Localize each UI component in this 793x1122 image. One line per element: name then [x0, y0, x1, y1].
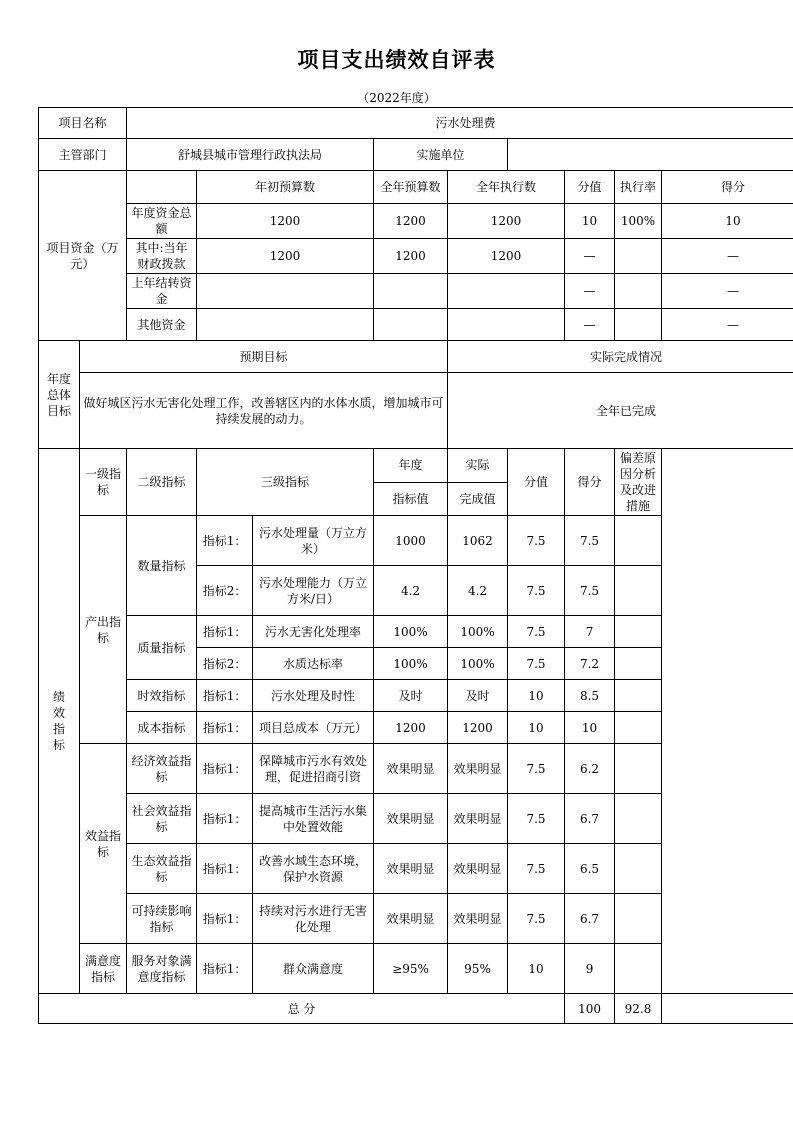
indicator-index: 指标1：	[197, 712, 253, 744]
indicator-note	[615, 680, 662, 712]
indicator-weight: 10	[508, 712, 565, 744]
funds-header: 年初预算数	[197, 171, 374, 204]
indicator-name: 污水处理量（万立方米）	[253, 516, 374, 566]
indicator-target: 及时	[374, 680, 448, 712]
funds-row-label: 上年结转资金	[127, 274, 197, 309]
level2-cell: 时效指标	[127, 680, 197, 712]
indicator-weight: 7.5	[508, 744, 565, 794]
funds-value: 1200	[197, 239, 374, 274]
indicator-weight: 7.5	[508, 894, 565, 944]
table-row	[39, 994, 793, 1024]
total-label: 总 分	[39, 994, 565, 1024]
impl-value	[508, 139, 793, 171]
table-row	[39, 516, 793, 566]
table-row	[39, 744, 793, 794]
funds-value: 100%	[615, 204, 662, 239]
indicator-score: 7.5	[565, 566, 615, 616]
indicator-index: 指标1：	[197, 794, 253, 844]
header-level3: 三级指标	[197, 449, 374, 516]
indicator-note	[615, 566, 662, 616]
table-row	[39, 794, 793, 844]
page-subtitle: （2022年度）	[357, 91, 436, 105]
indicator-index: 指标1：	[197, 844, 253, 894]
header-actual-sub: 完成值	[448, 482, 508, 516]
indicator-weight: 7.5	[508, 794, 565, 844]
indicator-target: 4.2	[374, 566, 448, 616]
funds-value: —	[565, 274, 615, 309]
indicator-score: 7.5	[565, 516, 615, 566]
indicator-name: 持续对污水进行无害化处理	[253, 894, 374, 944]
funds-value: —	[662, 239, 793, 274]
funds-blank	[127, 171, 197, 204]
funds-value: 1200	[197, 204, 374, 239]
indicator-note	[615, 744, 662, 794]
table-row	[39, 894, 793, 944]
indicator-actual: 4.2	[448, 566, 508, 616]
indicator-index: 指标2：	[197, 566, 253, 616]
indicator-actual: 效果明显	[448, 794, 508, 844]
goals-actual-header: 实际完成情况	[448, 341, 793, 373]
indicator-target: 效果明显	[374, 744, 448, 794]
funds-value	[615, 309, 662, 341]
funds-header: 执行率	[615, 171, 662, 204]
header-level2: 二级指标	[127, 449, 197, 516]
level1-cell: 效益指标	[80, 744, 127, 944]
funds-value	[615, 274, 662, 309]
goals-expected-header: 预期目标	[80, 341, 448, 373]
indicator-weight: 7.5	[508, 566, 565, 616]
indicator-score: 6.7	[565, 894, 615, 944]
indicator-target: 效果明显	[374, 794, 448, 844]
funds-value	[448, 274, 565, 309]
indicator-note	[615, 712, 662, 744]
level2-cell: 经济效益指标	[127, 744, 197, 794]
goals-label: 年度总体目标	[39, 341, 80, 449]
level2-cell: 数量指标	[127, 516, 197, 616]
table-row	[39, 171, 793, 204]
level1-cell: 产出指标	[80, 516, 127, 744]
level2-cell: 生态效益指标	[127, 844, 197, 894]
funds-value: 1200	[448, 204, 565, 239]
funds-value	[448, 309, 565, 341]
indicator-actual: 1200	[448, 712, 508, 744]
total-weight: 100	[565, 994, 615, 1024]
dept-label: 主管部门	[39, 139, 127, 171]
indicator-score: 9	[565, 944, 615, 994]
dept-value: 舒城县城市管理行政执法局	[127, 139, 374, 171]
impl-label: 实施单位	[374, 139, 508, 171]
funds-value: —	[565, 309, 615, 341]
indicator-weight: 7.5	[508, 516, 565, 566]
header-level1: 一级指标	[80, 449, 127, 516]
indicator-actual: 效果明显	[448, 894, 508, 944]
funds-value: —	[662, 274, 793, 309]
table-row	[39, 204, 793, 239]
indicator-note	[615, 894, 662, 944]
level1-cell: 满意度指标	[80, 944, 127, 994]
total-score: 92.8	[615, 994, 662, 1024]
indicator-index: 指标1：	[197, 616, 253, 648]
indicator-index: 指标1：	[197, 944, 253, 994]
indicator-note	[615, 648, 662, 680]
indicator-score: 6.7	[565, 794, 615, 844]
indicator-actual: 及时	[448, 680, 508, 712]
indicator-name: 水质达标率	[253, 648, 374, 680]
indicator-score: 10	[565, 712, 615, 744]
funds-header: 得分	[662, 171, 793, 204]
header-annual: 年度	[374, 449, 448, 483]
indicator-name: 保障城市污水有效处理，促进招商引资	[253, 744, 374, 794]
indicator-note	[615, 844, 662, 894]
indicator-name: 污水无害化处理率	[253, 616, 374, 648]
goals-expected-text: 做好城区污水无害化处理工作，改善辖区内的水体水质，增加城市可持续发展的动力。	[80, 373, 448, 449]
indicator-weight: 7.5	[508, 616, 565, 648]
funds-value	[197, 309, 374, 341]
funds-header: 全年预算数	[374, 171, 448, 204]
table-row	[39, 373, 793, 449]
funds-value: 1200	[374, 239, 448, 274]
indicators-label: 绩 效 指 标	[39, 449, 80, 994]
indicator-target: 效果明显	[374, 844, 448, 894]
table-row	[39, 108, 793, 139]
indicator-name: 群众满意度	[253, 944, 374, 994]
funds-value: 1200	[448, 239, 565, 274]
indicator-note	[615, 516, 662, 566]
indicator-target: 100%	[374, 648, 448, 680]
table-row	[39, 944, 793, 994]
header-actual: 实际	[448, 449, 508, 483]
funds-value	[374, 274, 448, 309]
indicator-name: 改善水域生态环境，保护水资源	[253, 844, 374, 894]
page-title: 项目支出绩效自评表	[297, 47, 496, 72]
funds-value: 10	[565, 204, 615, 239]
funds-label: 项目资金（万元）	[39, 171, 127, 341]
funds-value	[374, 309, 448, 341]
level2-cell: 可持续影响指标	[127, 894, 197, 944]
funds-value: —	[565, 239, 615, 274]
indicator-actual: 100%	[448, 616, 508, 648]
indicator-weight: 7.5	[508, 844, 565, 894]
table-row	[39, 712, 793, 744]
level2-cell: 社会效益指标	[127, 794, 197, 844]
indicator-score: 7.2	[565, 648, 615, 680]
indicator-actual: 效果明显	[448, 744, 508, 794]
indicator-actual: 1062	[448, 516, 508, 566]
indicator-index: 指标1：	[197, 680, 253, 712]
project-name-label: 项目名称	[39, 108, 127, 139]
header-weight: 分值	[508, 449, 565, 516]
goals-actual-text: 全年已完成	[448, 373, 793, 449]
indicator-actual: 效果明显	[448, 844, 508, 894]
table-row	[39, 274, 793, 309]
indicator-actual: 95%	[448, 944, 508, 994]
indicator-note	[615, 616, 662, 648]
header-annual-sub: 指标值	[374, 482, 448, 516]
indicator-target: 100%	[374, 616, 448, 648]
table-row	[39, 139, 793, 171]
indicator-target: 1000	[374, 516, 448, 566]
indicator-target: ≥95%	[374, 944, 448, 994]
table-row	[39, 239, 793, 274]
indicator-name: 项目总成本（万元）	[253, 712, 374, 744]
indicator-index: 指标2：	[197, 648, 253, 680]
table-row	[39, 309, 793, 341]
indicator-name: 提高城市生活污水集中处置效能	[253, 794, 374, 844]
indicator-weight: 10	[508, 680, 565, 712]
level2-cell: 成本指标	[127, 712, 197, 744]
table-row	[39, 680, 793, 712]
indicator-target: 效果明显	[374, 894, 448, 944]
indicator-actual: 100%	[448, 648, 508, 680]
project-name-value: 污水处理费	[127, 108, 793, 139]
table-row	[39, 844, 793, 894]
total-note	[662, 994, 793, 1024]
indicator-name: 污水处理能力（万立方米/日）	[253, 566, 374, 616]
header-analysis: 偏差原因分析及改进措施	[615, 449, 662, 516]
indicator-weight: 10	[508, 944, 565, 994]
evaluation-table	[38, 107, 793, 1024]
table-row	[39, 449, 793, 483]
table-row	[39, 341, 793, 373]
funds-row-label: 年度资金总额	[127, 204, 197, 239]
level2-cell: 服务对象满意度指标	[127, 944, 197, 994]
funds-value: 10	[662, 204, 793, 239]
table-row	[39, 616, 793, 648]
funds-row-label: 其他资金	[127, 309, 197, 341]
indicator-weight: 7.5	[508, 648, 565, 680]
indicator-target: 1200	[374, 712, 448, 744]
indicator-score: 6.5	[565, 844, 615, 894]
indicator-index: 指标1：	[197, 894, 253, 944]
funds-value	[197, 274, 374, 309]
indicator-note	[615, 794, 662, 844]
indicator-score: 6.2	[565, 744, 615, 794]
indicator-score: 8.5	[565, 680, 615, 712]
funds-value: —	[662, 309, 793, 341]
funds-row-label: 其中:当年财政拨款	[127, 239, 197, 274]
indicator-note	[615, 944, 662, 994]
funds-value: 1200	[374, 204, 448, 239]
indicator-score: 7	[565, 616, 615, 648]
funds-header: 全年执行数	[448, 171, 565, 204]
level2-cell: 质量指标	[127, 616, 197, 680]
funds-value	[615, 239, 662, 274]
indicator-index: 指标1：	[197, 744, 253, 794]
indicator-name: 污水处理及时性	[253, 680, 374, 712]
funds-header: 分值	[565, 171, 615, 204]
indicator-index: 指标1：	[197, 516, 253, 566]
header-score: 得分	[565, 449, 615, 516]
